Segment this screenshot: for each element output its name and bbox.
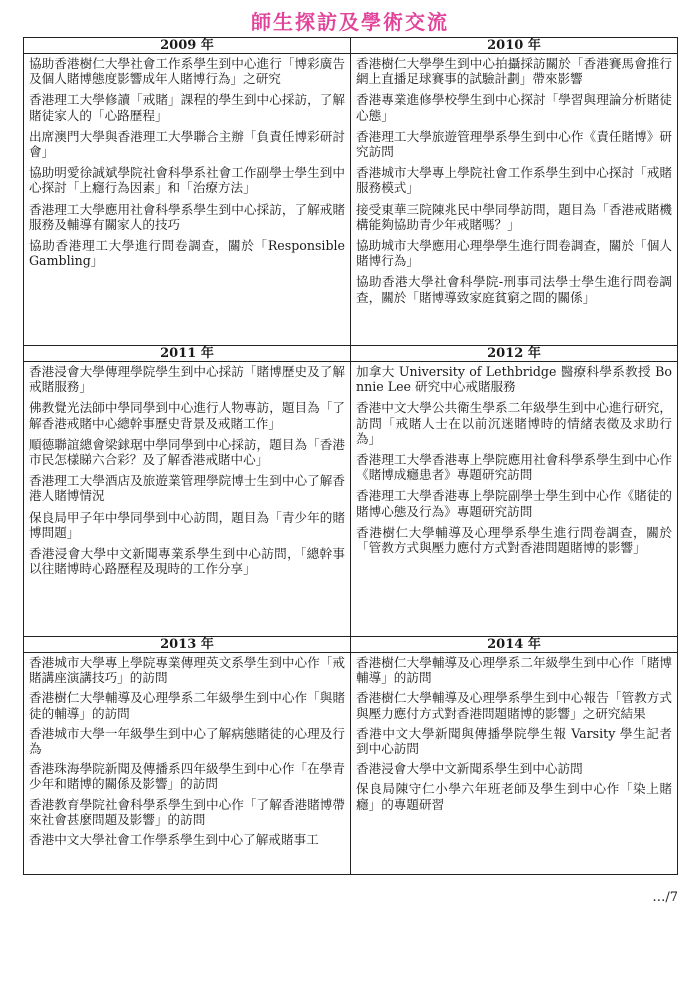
activity-entry: 協助香港樹仁大學社會工作系學生到中心進行「博彩廣告及個人賭博態度影響成年人賭博行為」之研究 [29, 56, 345, 87]
year-header: 2009 年 [24, 38, 350, 54]
activity-entry: 香港浸會大學中文新聞專業系學生到中心訪問，「總幹事以往賭博時心路歷程及現時的工作分享」 [29, 546, 345, 577]
year-header: 2014 年 [351, 637, 677, 653]
activity-entry: 香港浸會大學中文新聞系學生到中心訪問 [356, 761, 583, 777]
page-title: 師生探訪及學術交流 [245, 6, 455, 38]
activity-entry: 香港理工大學旅遊管理學系學生到中心作《責任賭博》研究訪問 [356, 128, 672, 160]
activity-entry: 香港中文大學新聞與傳播學院學生報 Varsity 學生記者到中心訪問 [356, 725, 672, 757]
year-cell-2014 [351, 637, 678, 875]
year-header: 2012 年 [351, 346, 677, 362]
activity-entry: 出席澳門大學與香港理工大學聯合主辦「負責任博彩研討會」 [29, 128, 345, 160]
year-header: 2013 年 [24, 637, 350, 653]
entry-list [351, 653, 677, 819]
entry-list [24, 54, 350, 276]
table-row [24, 346, 678, 637]
activity-entry: 協助香港大學社會科學院-刑事司法學士學生進行問卷調查，關於「賭博導致家庭貧窮之間的關係」 [356, 274, 672, 305]
activity-entry: 協助城市大學應用心理學學生進行問卷調查，關於「個人賭博行為」 [356, 238, 672, 269]
activity-entry: 香港城市大學一年級學生到中心了解病態賭徒的心理及行為 [29, 725, 345, 757]
year-cell-2013 [24, 637, 351, 875]
activity-entry: 香港理工大學酒店及旅遊業管理學院博士生到中心了解香港人賭博情況 [29, 473, 345, 504]
activity-entry: 香港中文大學社會工作學系學生到中心了解戒賭事工 [29, 832, 319, 848]
entry-list [24, 362, 350, 584]
activity-entry: 香港城市大學專上學院社會工作系學生到中心探討「戒賭服務模式」 [356, 165, 672, 196]
year-header: 2011 年 [24, 346, 350, 362]
activity-entry: 香港教育學院社會科學系學生到中心作「了解香港賭博帶來社會甚麼問題及影響」的訪問 [29, 796, 345, 827]
activity-entry: 香港樹仁大學學生到中心拍攝採訪關於「香港賽馬會推行網上直播足球賽事的試驗計劃」帶來影響 [356, 56, 672, 87]
activity-entry: 加拿大 University of Lethbridge 醫療科學系教授 Bonnie Lee 研究中心戒賭服務 [356, 364, 672, 395]
activity-entry: 佛教覺光法師中學同學到中心進行人物專訪，題目為「了解香港戒賭中心總幹事歷史背景及戒賭工作」 [29, 400, 345, 431]
activity-entry: 保良局甲子年中學同學到中心訪問，題目為「青少年的賭博問題」 [29, 509, 345, 540]
activity-entry: 香港理工大學應用社會科學系學生到中心採訪，了解戒賭服務及輔導有關家人的技巧 [29, 201, 345, 232]
activity-entry: 香港城市大學專上學院專業傳理英文系學生到中心作「戒賭講座演講技巧」的訪問 [29, 655, 345, 686]
activity-entry: 香港理工大學香港專上學院副學士學生到中心作《賭徒的賭博心態及行為》專題研究訪問 [356, 488, 672, 519]
entry-list [351, 54, 677, 313]
table-row [24, 637, 678, 875]
page-number: …/7 [652, 890, 678, 905]
activity-entry: 接受東華三院陳兆民中學同學訪問，題目為「香港戒賭機構能夠協助青少年戒賭嗎？」 [356, 201, 672, 232]
year-header: 2010 年 [351, 38, 677, 54]
activity-entry: 香港樹仁大學輔導及心理學系二年級學生到中心作「與賭徒的輔導」的訪問 [29, 690, 345, 721]
activity-entry: 香港理工大學香港專上學院應用社會科學系學生到中心作《賭博成癮患者》專題研究訪問 [356, 452, 672, 483]
activity-entry: 香港中文大學公共衛生學系二年級學生到中心進行研究，訪問「戒賭人士在以前沉迷賭博時的情緒表徵及求助行為」 [356, 400, 672, 446]
activity-entry: 香港浸會大學傳理學院學生到中心採訪「賭博歷史及了解戒賭服務」 [29, 364, 345, 395]
activity-entry: 順德聯誼總會梁銶琚中學同學到中心採訪，題目為「香港市民怎樣睇六合彩？及了解香港戒賭中心」 [29, 436, 345, 468]
year-cell-2012 [351, 346, 678, 637]
entry-list [351, 362, 677, 563]
entry-list [24, 653, 350, 854]
activity-entry: 香港專業進修學校學生到中心探討「學習與理論分析賭徒心態」 [356, 92, 672, 123]
activity-entry: 香港樹仁大學輔導及心理學系二年級學生到中心作「賭博輔導」的訪問 [356, 655, 672, 686]
activity-entry: 協助香港理工大學進行問卷調查，關於「Responsible Gambling」 [29, 238, 345, 269]
year-cell-2010 [351, 38, 678, 346]
activities-table [23, 37, 678, 875]
activity-entry: 協助明愛徐誠斌學院社會科學系社會工作副學士學生到中心探討「上癮行為因素」和「治療方法」 [29, 165, 345, 196]
activity-entry: 保良局陳守仁小學六年班老師及學生到中心作「染上賭癮」的專題研習 [356, 781, 672, 812]
page-title-wrap [200, 6, 500, 38]
year-cell-2009 [24, 38, 351, 346]
activity-entry: 香港樹仁大學輔導及心理學系學生到中心報告「管教方式與壓力應付方式對香港問題賭博的影響」之研究結果 [356, 690, 672, 721]
activity-entry: 香港理工大學修讀「戒賭」課程的學生到中心採訪，了解賭徒家人的「心路歷程」 [29, 92, 345, 123]
table-row [24, 38, 678, 346]
activity-entry: 香港樹仁大學輔導及心理學系學生進行問卷調查，關於「管教方式與壓力應付方式對香港問題賭博的影響」 [356, 524, 672, 556]
activity-entry: 香港珠海學院新聞及傳播系四年級學生到中心作「在學青少年和賭博的關係及影響」的訪問 [29, 761, 345, 792]
year-cell-2011 [24, 346, 351, 637]
